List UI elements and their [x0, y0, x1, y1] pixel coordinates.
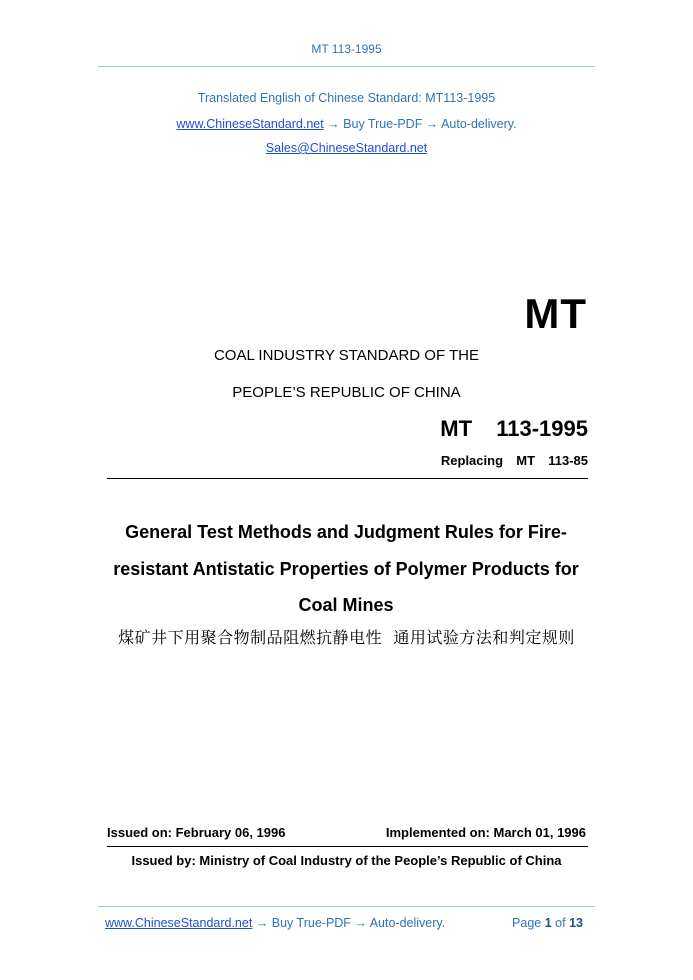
document-title-chinese: 煤矿井下用聚合物制品阻燃抗静电性 通用试验方法和判定规则: [118, 628, 575, 647]
running-header-title: MT 113-1995: [311, 42, 382, 56]
header-divider: [98, 66, 595, 67]
footer-chinesestandard-link[interactable]: www.ChineseStandard.net: [105, 916, 253, 930]
translation-notice: Translated English of Chinese Standard: MT113-1995: [197, 91, 496, 105]
page-label: Page: [512, 916, 542, 930]
purchase-text: → Buy True-PDF → Auto-delivery.: [323, 117, 517, 131]
footer-purchase-line: [105, 916, 445, 930]
standard-number: MT 113-1995: [440, 416, 588, 441]
page-indicator: [512, 916, 583, 930]
cover-divider: [107, 478, 588, 479]
chinesestandard-link[interactable]: www.ChineseStandard.net: [176, 117, 324, 131]
page-of: of: [555, 916, 566, 930]
replacing-note: Replacing MT 113-85: [440, 453, 588, 468]
issued-by: Issued by: Ministry of Coal Industry of the People’s Republic of China: [131, 853, 562, 868]
issuer-divider: [107, 846, 588, 847]
issuing-org-line-1: COAL INDUSTRY STANDARD OF THE: [213, 347, 480, 364]
page-total: 13: [569, 916, 583, 930]
purchase-line: [0, 117, 693, 131]
page-current: 1: [544, 916, 552, 930]
sales-email-link[interactable]: Sales@ChineseStandard.net: [265, 141, 428, 155]
standard-code-mark: MT: [524, 290, 587, 337]
footer-purchase-text: → Buy True-PDF → Auto-delivery.: [252, 916, 446, 930]
footer-divider: [98, 906, 595, 907]
implemented-on-date: Implemented on: March 01, 1996: [385, 825, 586, 840]
issued-on-date: Issued on: February 06, 1996: [107, 825, 286, 840]
sales-email-line: [0, 141, 693, 155]
document-title-english: General Test Methods and Judgment Rules for Fire-resistant Antistatic Properties of Polymer Products for Coal Mines: [113, 522, 579, 615]
issuing-org-line-2: PEOPLE’S REPUBLIC OF CHINA: [232, 384, 461, 401]
